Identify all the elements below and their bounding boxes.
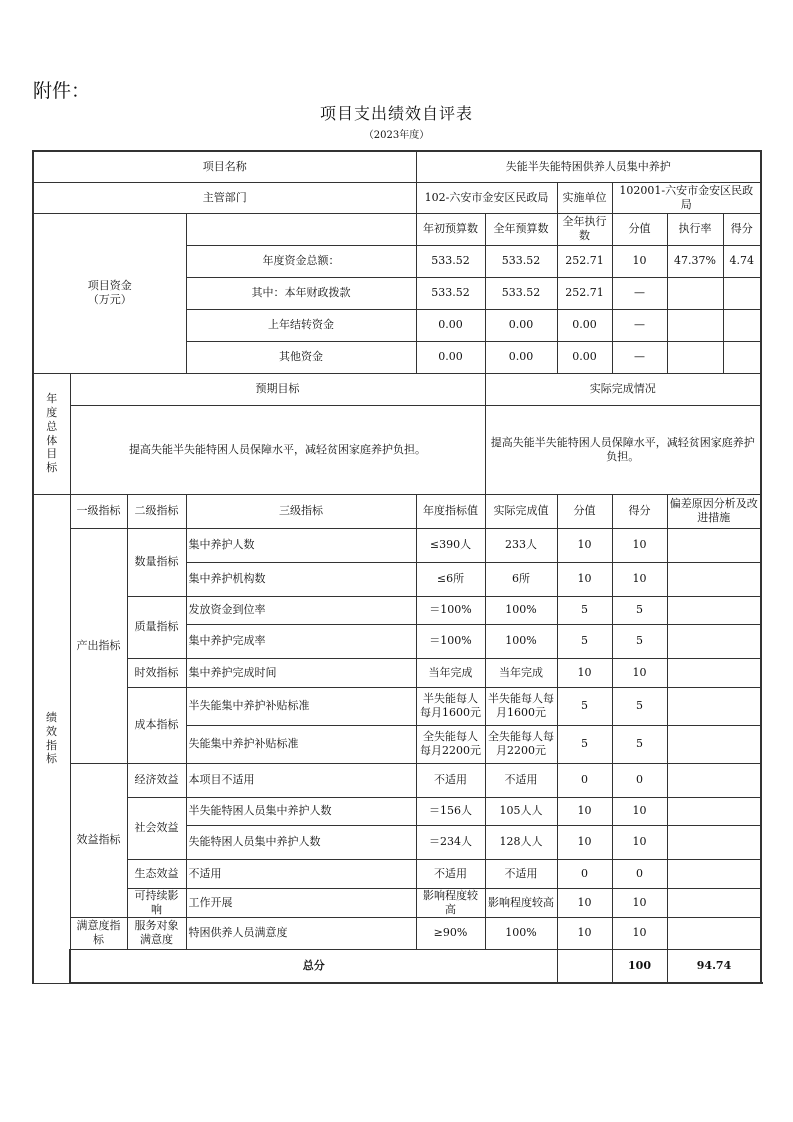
indicator-value: 5	[557, 687, 612, 725]
indicator-value: 5	[557, 596, 612, 624]
indicator-deviation	[667, 797, 761, 825]
goals-actual-header: 实际完成情况	[485, 373, 761, 405]
indicator-value: 10	[557, 888, 612, 917]
total-score: 94.74	[667, 949, 761, 983]
funds-row-score	[724, 310, 761, 341]
indicator-deviation	[667, 658, 761, 687]
funds-row-initial: 0.00	[416, 309, 485, 341]
indicator-value: 10	[557, 917, 612, 949]
sub-service: 服务对象满意度	[127, 917, 186, 949]
total-blank	[557, 949, 612, 983]
funds-row-label: 其他资金	[186, 341, 416, 373]
indicator-score: 10	[612, 797, 667, 825]
indicator-value: 5	[557, 725, 612, 763]
indicator-deviation	[667, 687, 761, 725]
indicators-side-label	[33, 494, 70, 983]
indicator-score: 10	[612, 528, 667, 562]
indicator-actual: 半失能每人每月1600元	[485, 687, 557, 725]
funds-row-initial: 0.00	[416, 341, 485, 373]
evaluation-table	[32, 150, 762, 984]
indicator-score: 10	[612, 658, 667, 687]
indicator-name: 不适用	[186, 859, 416, 888]
funds-label-line1: 项目资金	[87, 279, 132, 293]
sub-social: 社会效益	[127, 797, 186, 859]
indicator-name: 特困供养人员满意度	[186, 917, 416, 949]
funds-row-annual: 533.52	[485, 245, 557, 277]
indicator-actual: 100%	[485, 917, 557, 949]
funds-row-value: 10	[612, 245, 667, 277]
indicator-actual: 100%	[485, 624, 557, 658]
funds-row-executed: 0.00	[557, 309, 612, 341]
indicator-score: 5	[612, 624, 667, 658]
funds-row-score	[724, 342, 761, 373]
header-actual: 实际完成值	[485, 494, 557, 528]
indicator-actual: 不适用	[485, 859, 557, 888]
page-subtitle: （2023年度）	[363, 130, 430, 141]
funds-header-score: 得分	[730, 222, 753, 236]
funds-header-initial: 年初预算数	[416, 213, 485, 245]
dept-value: 102-六安市金安区民政局	[416, 182, 557, 213]
sub-quality: 质量指标	[127, 596, 186, 658]
funds-row-executed: 0.00	[557, 341, 612, 373]
indicator-name: 半失能特困人员集中养护人数	[186, 797, 416, 825]
indicator-score: 10	[612, 562, 667, 596]
indicator-value: 10	[557, 658, 612, 687]
funds-header-executed: 全年执行数	[557, 213, 612, 245]
indicator-deviation	[667, 725, 761, 763]
indicator-name: 集中养护人数	[186, 528, 416, 562]
indicator-score: 10	[612, 917, 667, 949]
indicator-target: 半失能每人每月1600元	[416, 687, 485, 725]
indicator-name: 失能特困人员集中养护人数	[186, 825, 416, 859]
funds-row-label: 上年结转资金	[186, 309, 416, 341]
indicator-value: 10	[557, 528, 612, 562]
funds-row-annual: 533.52	[485, 277, 557, 309]
sub-ecological: 生态效益	[127, 859, 186, 888]
indicator-target: 不适用	[416, 763, 485, 797]
indicator-deviation	[667, 624, 761, 658]
attachment-label: 附件：	[33, 80, 91, 102]
funds-row-initial: 533.52	[416, 245, 485, 277]
sub-timeliness: 时效指标	[127, 658, 186, 687]
header-level3: 三级指标	[186, 494, 416, 528]
indicator-score: 5	[612, 725, 667, 763]
indicator-target: ＝156人	[416, 797, 485, 825]
indicator-score: 10	[612, 888, 667, 917]
funds-row-annual: 0.00	[485, 309, 557, 341]
indicator-deviation	[667, 888, 761, 917]
indicator-target: 当年完成	[416, 658, 485, 687]
funds-row-score: 4.74	[729, 254, 755, 268]
funds-header-rate: 执行率	[668, 214, 724, 245]
indicator-name: 集中养护完成率	[186, 624, 416, 658]
header-score: 得分	[612, 494, 667, 528]
indicator-value: 10	[557, 562, 612, 596]
impl-label: 实施单位	[557, 182, 612, 213]
indicator-target: ≤6所	[416, 562, 485, 596]
indicator-value: 5	[557, 624, 612, 658]
indicator-name: 失能集中养护补贴标准	[186, 725, 416, 763]
funds-label	[33, 213, 186, 373]
indicator-target: ＝234人	[416, 825, 485, 859]
indicators-side-text: 绩 效 指 标	[46, 711, 57, 766]
funds-row-label: 其中：本年财政拨款	[186, 277, 416, 309]
indicator-deviation	[667, 917, 761, 949]
indicator-actual: 128人人	[485, 825, 557, 859]
header-target: 年度指标值	[416, 494, 485, 528]
funds-label-line2: （万元）	[87, 293, 132, 306]
indicator-name: 半失能集中养护补贴标准	[186, 687, 416, 725]
funds-header-annual: 全年预算数	[485, 213, 557, 245]
group-output: 产出指标	[70, 528, 127, 763]
total-value: 100	[612, 949, 667, 983]
funds-header-blank	[186, 213, 416, 245]
indicator-actual: 不适用	[485, 763, 557, 797]
indicator-target: ≤390人	[416, 528, 485, 562]
dept-label: 主管部门	[33, 182, 416, 213]
goals-label-text: 年 度 总 体 目 标	[46, 392, 58, 474]
funds-row-executed: 252.71	[557, 277, 612, 309]
indicator-score: 0	[612, 859, 667, 888]
sub-cost: 成本指标	[127, 687, 186, 763]
indicator-target: 不适用	[416, 859, 485, 888]
indicator-value: 10	[557, 825, 612, 859]
indicator-target: 全失能每人每月2200元	[416, 725, 485, 763]
indicator-target: ≥90%	[416, 917, 485, 949]
goals-label	[33, 373, 70, 494]
indicator-name: 集中养护完成时间	[186, 658, 416, 687]
funds-row-rate	[668, 278, 724, 309]
sub-sustainable: 可持续影响	[127, 888, 186, 917]
indicator-value: 10	[557, 797, 612, 825]
indicator-name: 工作开展	[186, 888, 416, 917]
goals-expected-text: 提高失能半失能特困人员保障水平，减轻贫困家庭养护负担。	[70, 405, 485, 494]
project-name-label: 项目名称	[33, 151, 416, 182]
group-benefit: 效益指标	[70, 763, 127, 917]
funds-row-rate	[668, 310, 724, 341]
funds-row-value: —	[612, 277, 667, 309]
funds-header-value: 分值	[612, 213, 667, 245]
funds-row-rate	[668, 342, 724, 373]
indicator-actual: 233人	[485, 528, 557, 562]
indicator-actual: 100%	[485, 596, 557, 624]
funds-row-executed: 252.71	[557, 245, 612, 277]
funds-row-initial: 533.52	[416, 277, 485, 309]
indicator-name: 发放资金到位率	[186, 596, 416, 624]
impl-value: 102001-六安市金安区民政局	[612, 182, 761, 213]
indicator-deviation	[667, 825, 761, 859]
indicator-actual: 6所	[485, 562, 557, 596]
header-deviation: 偏差原因分析及改进措施	[667, 494, 761, 528]
funds-row-value: —	[612, 309, 667, 341]
header-score-value: 分值	[557, 494, 612, 528]
indicator-deviation	[667, 859, 761, 888]
indicator-actual: 105人人	[485, 797, 557, 825]
header-level2: 二级指标	[127, 494, 186, 528]
indicator-actual: 当年完成	[485, 658, 557, 687]
indicator-value: 0	[557, 859, 612, 888]
indicator-deviation	[667, 562, 761, 596]
goals-actual-text: 提高失能半失能特困人员保障水平，减轻贫困家庭养护负担。	[485, 405, 761, 494]
project-name-value: 失能半失能特困供养人员集中养护	[416, 151, 761, 182]
indicator-target: ＝100%	[416, 624, 485, 658]
funds-row-label: 年度资金总额：	[186, 245, 416, 277]
page-title: 项目支出绩效自评表	[319, 104, 473, 123]
indicator-score: 0	[612, 763, 667, 797]
header-level1: 一级指标	[70, 494, 127, 528]
funds-row-value: —	[612, 341, 667, 373]
indicator-target: ＝100%	[416, 596, 485, 624]
indicator-name: 集中养护机构数	[186, 562, 416, 596]
indicator-name: 本项目不适用	[186, 763, 416, 797]
indicator-target: 影响程度较高	[416, 888, 485, 917]
indicator-score: 5	[612, 687, 667, 725]
goals-expected-header: 预期目标	[70, 373, 485, 405]
indicator-actual: 影响程度较高	[485, 888, 557, 917]
sub-quantity: 数量指标	[127, 528, 186, 596]
indicator-deviation	[667, 763, 761, 797]
indicator-deviation	[667, 528, 761, 562]
total-label: 总分	[70, 949, 557, 983]
sub-economic: 经济效益	[127, 763, 186, 797]
indicator-score: 10	[612, 825, 667, 859]
group-satisfaction: 满意度指标	[70, 917, 127, 949]
funds-row-rate: 47.37%	[668, 246, 724, 277]
indicator-value: 0	[557, 763, 612, 797]
funds-row-score	[724, 278, 761, 309]
indicator-score: 5	[612, 596, 667, 624]
funds-row-annual: 0.00	[485, 341, 557, 373]
indicator-actual: 全失能每人每月2200元	[485, 725, 557, 763]
indicator-deviation	[667, 596, 761, 624]
